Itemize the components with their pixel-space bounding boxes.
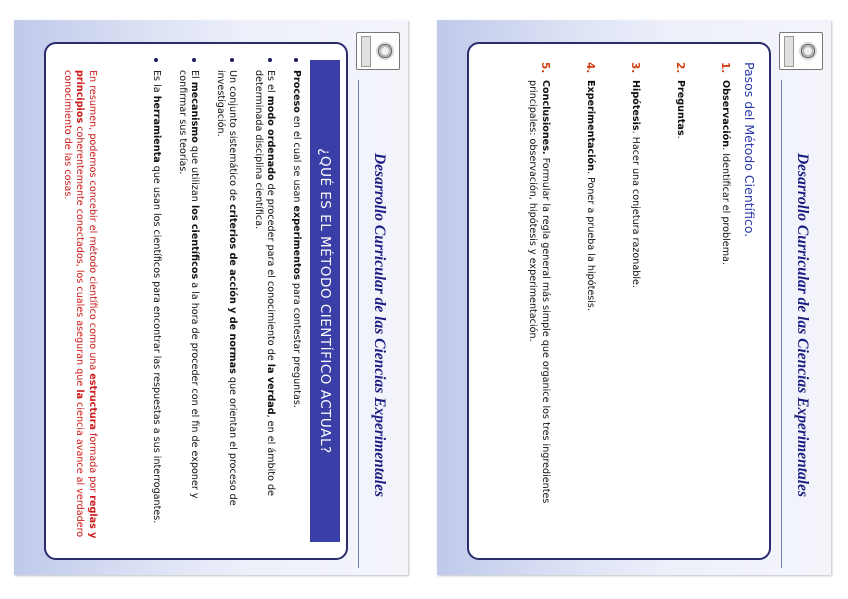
bullet-list [137, 58, 302, 546]
university-logo [779, 32, 823, 70]
step-item: 1. Observación. Identificar el problema. [719, 62, 731, 265]
slide-heading: ¿QUÉ ES EL MÉTODO CIENTÍFICO ACTUAL? [310, 60, 340, 542]
bullet-item: El mecanismo que utilizan los científicos a la hora de proceder con el fin de exponer y confirmar sus teorías. [176, 58, 201, 546]
step-item: 2. Preguntas. [674, 62, 686, 139]
steps-list [506, 62, 731, 542]
step-item: 5. Conclusiones. Formular la regla general más simple que organice los tres ingredientes principales: observación, hipótesis y experimentación. [527, 62, 551, 504]
bullet-item: Un conjunto sistemático de criterios de acción y de normas que orientan el proceso de investigación. [214, 58, 239, 546]
slide-header-title: Desarrollo Curricular de las Ciencias Experimentales [794, 152, 811, 498]
header-divider [358, 80, 359, 568]
header-divider [781, 80, 782, 568]
slide-content [14, 20, 408, 575]
bullet-item: Proceso en el cual se usan experimentos para contestar preguntas. [290, 58, 303, 546]
slide-metodo-cientifico-actual [14, 20, 408, 575]
slide-pasos-metodo [437, 20, 831, 575]
content-panel [467, 42, 771, 560]
slide-content [437, 20, 831, 575]
step-item: 3. Hipótesis. Hacer una conjetura razonable. [629, 62, 641, 288]
bullet-item: Es el modo ordenado de proceder para el conocimiento de la verdad, en el ámbito de determinada disciplina científica. [252, 58, 277, 546]
bullet-item: Es la herramienta que usan los científicos para encontrar las respuestas a sus interrogantes. [150, 58, 163, 546]
university-logo [356, 32, 400, 70]
step-item: 4. Experimentación. Poner a prueba la hipótesis. [584, 62, 596, 311]
steps-title: Pasos del Método Científico. [742, 62, 757, 238]
summary-paragraph: En resumen, podemos concebir el método científico como una estructura formada por reglas y principios coherentemente conectados, los cuales aseguran que la ciencia avance al verdadero conocimiento de las cosas. [62, 70, 98, 539]
content-panel [44, 42, 348, 560]
slide-header-title: Desarrollo Curricular de las Ciencias Experimentales [371, 152, 388, 498]
